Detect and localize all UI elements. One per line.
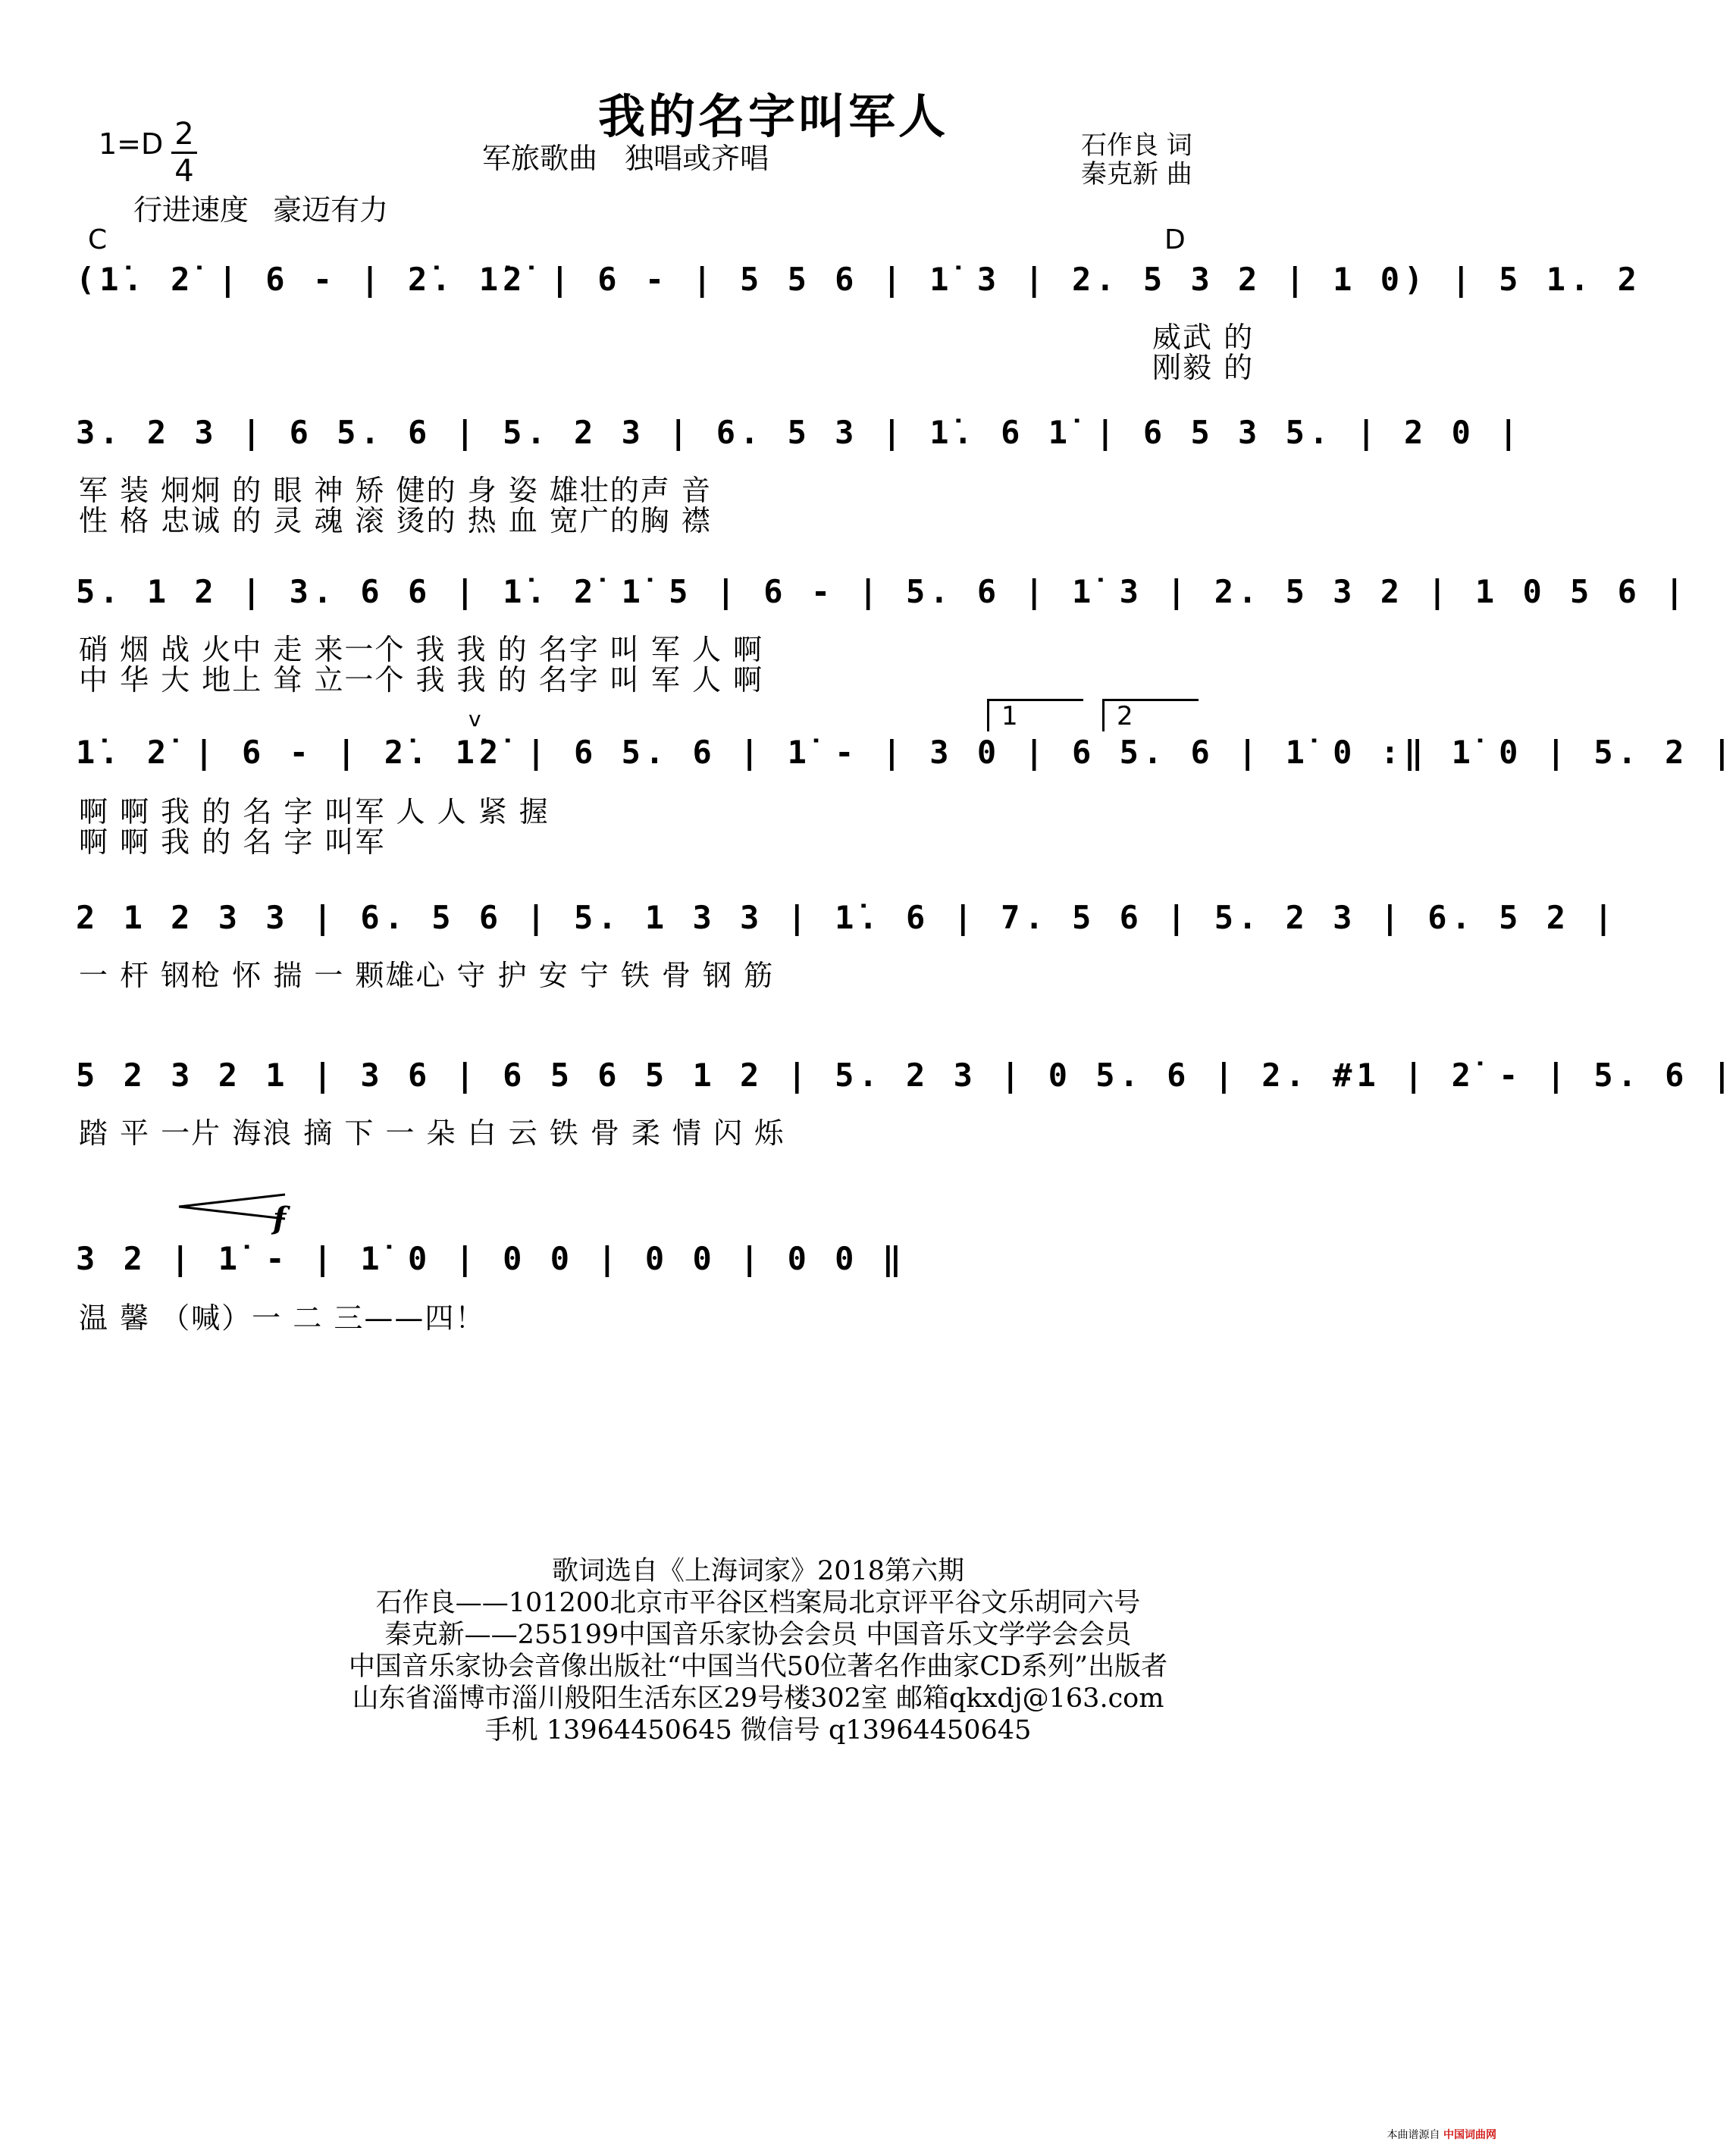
breath-mark: v (468, 706, 481, 731)
footer-block (0, 1555, 1516, 1746)
score-row-7-lyric-1: 温 馨 （喊）一 二 三——四！ (79, 1301, 486, 1335)
score-row-4-notes: 1̇. 2̇ | 6 - | 2̇. 1̇2̇ | 6 5. 6 | 1̇ - | 3 0 | 6 5. 6 | 1̇ 0 :‖ 1̇ 0 | 5. 2 | (76, 734, 1736, 771)
dynamic-forte: f (273, 1201, 287, 1236)
score-row-5-notes: 2 1 2 3 3 | 6. 5 6 | 5. 1 3 3 | 1̇. 6 | 7. 5 6 | 5. 2 3 | 6. 5 2 | (76, 899, 1618, 936)
score-row-3-lyric-1: 硝 烟 战 火中 走 来一个 我 我 的 名字 叫 军 人 啊 (79, 633, 764, 666)
footer-line-2: 石作良——101200北京市平谷区档案局北京评平谷文乐胡同六号 (375, 1588, 1141, 1618)
footer-line-1: 歌词选自《上海词家》2018第六期 (551, 1556, 965, 1586)
footer-line-5: 山东省淄博市淄川般阳生活东区29号楼302室 邮箱qkxdj@163.com (352, 1683, 1164, 1714)
source-prefix: 本曲谱源自 (1387, 2129, 1440, 2141)
song-subtitle: 军旅歌曲 独唱或齐唱 (482, 142, 769, 175)
score-row-7-notes: 3 2 | 1̇ - | 1̇ 0 | 0 0 | 0 0 | 0 0 ‖ (76, 1240, 907, 1277)
volta-bracket-1 (987, 699, 1083, 731)
time-denominator: 4 (174, 154, 194, 189)
composer-credit: 秦克新 曲 (1081, 159, 1192, 189)
score-row-1-lyric-1: 威武 的 (1152, 321, 1255, 354)
footer-line-3: 秦克新——255199中国音乐家协会会员 中国音乐文学学会会员 (384, 1620, 1132, 1650)
tempo-marking: 行进速度 豪迈有力 (133, 193, 389, 227)
time-signature (171, 118, 197, 187)
score-row-2-lyric-1: 军 装 炯炯 的 眼 神 矫 健的 身 姿 雄壮的声 音 (79, 474, 712, 507)
volta-label-2: 2 (1117, 701, 1133, 731)
lyricist-credit: 石作良 词 (1081, 130, 1192, 161)
score-row-2-notes: 3. 2 3 | 6 5. 6 | 5. 2 3 | 6. 5 3 | 1̇. 6 1̇ | 6 5 3 5. | 2 0 | (76, 414, 1523, 451)
key-signature: 1=D (99, 127, 164, 161)
footer-line-6: 手机 13964450645 微信号 q13964450645 (484, 1715, 1032, 1746)
volta-label-1: 1 (1001, 701, 1018, 731)
score-row-3-lyric-2: 中 华 大 地上 耸 立一个 我 我 的 名字 叫 军 人 啊 (79, 663, 764, 697)
song-title: 我的名字叫军人 (597, 89, 948, 144)
score-row-5-lyric-1: 一 杆 钢枪 怀 揣 一 颗雄心 守 护 安 宁 铁 骨 钢 筋 (79, 959, 775, 992)
score-row-3-notes: 5. 1 2 | 3. 6 6 | 1̇. 2̇ 1̇ 5 | 6 - | 5. 6 | 1̇ 3 | 2. 5 3 2 | 1 0 5 6 | (76, 573, 1689, 610)
chord-d: D (1164, 224, 1186, 255)
score-row-1-notes: (1̇. 2̇ | 6 - | 2̇. 1̇2̇ | 6 - | 5 5 6 | 1̇ 3 | 2. 5 3 2 | 1 0) | 5 1. 2 (76, 261, 1641, 298)
score-row-4-lyric-1: 啊 啊 我 的 名 字 叫军 人 人 紧 握 (79, 795, 550, 828)
time-numerator: 2 (174, 117, 194, 152)
score-row-6-notes: 5 2 3 2 1 | 3 6 | 6 5 6 5 1 2 | 5. 2 3 | 0 5. 6 | 2. #1 | 2̇ - | 5. 6 | (76, 1057, 1736, 1094)
score-row-1-lyric-2: 刚毅 的 (1152, 351, 1255, 384)
volta-bracket-2 (1102, 699, 1199, 731)
source-tag (1387, 2127, 1496, 2142)
chord-c: C (88, 224, 108, 255)
score-row-4-lyric-2: 啊 啊 我 的 名 字 叫军 (79, 825, 386, 859)
source-site-link[interactable]: 中国词曲网 (1443, 2129, 1496, 2141)
score-row-2-lyric-2: 性 格 忠诚 的 灵 魂 滚 烫的 热 血 宽广的胸 襟 (79, 504, 712, 537)
footer-line-4: 中国音乐家协会音像出版社“中国当代50位著名作曲家CD系列”出版者 (348, 1652, 1168, 1682)
score-row-6-lyric-1: 踏 平 一片 海浪 摘 下 一 朵 白 云 铁 骨 柔 情 闪 烁 (79, 1116, 785, 1150)
